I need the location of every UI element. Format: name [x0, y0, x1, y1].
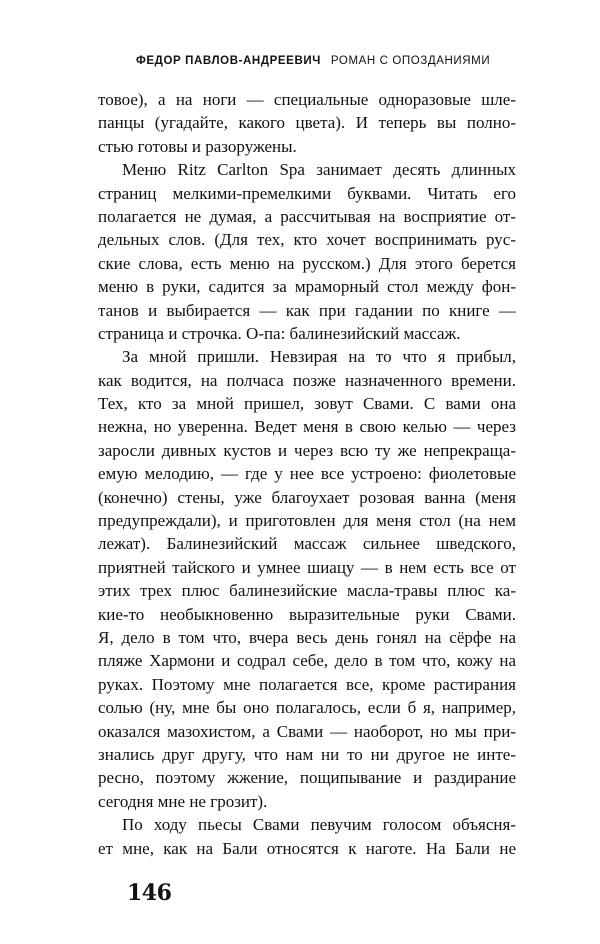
text-line: (конечно) стены, уже благоухает розовая ванна (меня	[98, 487, 516, 507]
text-line: полагается не думая, а рассчитывая на восприятие от-	[98, 206, 516, 226]
text-line: меню в руки, садится за мраморный стол между фон-	[98, 277, 516, 297]
text-line: кие-то необыкновенно выразительные руки Свами.	[98, 604, 516, 624]
text-line: дельных слов. (Для тех, кто хочет воспринимать рус-	[98, 230, 516, 250]
text-line: сегодня мне не грозит).	[98, 791, 268, 811]
body-text	[98, 88, 516, 860]
text-line: знались друг другу, что нам ни то ни другое не инте-	[98, 744, 516, 764]
text-line: Я, дело в том что, вчера весь день гонял на сёрфе на	[98, 627, 516, 647]
text-line: пляже Хармони и содрал себе, дело в том что, кожу на	[98, 651, 516, 671]
text-line: Тех, кто за мной пришел, зовут Свами. С вами она	[98, 394, 516, 414]
running-head-title: РОМАН С ОПОЗДАНИЯМИ	[330, 55, 491, 67]
text-line: солью (ну, мне бы оно полагалось, если б я, например,	[98, 698, 516, 718]
paragraph-first-line: По ходу пьесы Свами певучим голосом объясня-	[122, 815, 516, 835]
text-line: панцы (угадайте, какого цвета). И теперь вы полно-	[98, 113, 516, 133]
text-line: страница и строчка. О-па: балинезийский массаж.	[98, 323, 461, 343]
text-line: емую мелодию, — где у нее все устроено: фиолетовые	[98, 464, 516, 484]
text-line: ресно, поэтому жжение, пощипывание и раздирание	[98, 768, 516, 788]
paragraph-first-line: Меню Ritz Carlton Spa занимает десять длинных	[122, 160, 516, 180]
text-line: страниц мелкими-премелкими буквами. Читать его	[98, 183, 516, 203]
text-line: предупреждали), и приготовлен для меня стол (на нем	[98, 511, 516, 531]
text-line: ские слова, есть меню на русском.) Для этого берется	[98, 253, 516, 273]
text-line: как водится, на полчаса позже назначенного времени.	[98, 370, 516, 390]
text-line: заросли дивных кустов и через всю ту же непрекраща-	[98, 440, 516, 460]
text-line: танов и выбирается — как при гадании по книге —	[98, 300, 516, 320]
paragraph-first-line: За мной пришли. Невзирая на то что я прибыл,	[122, 347, 516, 367]
running-head	[136, 55, 490, 67]
text-line: лежат). Балинезийский массаж сильнее шведского,	[98, 534, 516, 554]
text-line: стью готовы и разоружены.	[98, 136, 297, 156]
text-line: товое), а на ноги — специальные одноразовые шле-	[98, 90, 516, 109]
running-head-author: ФЕДОР ПАВЛОВ-АНДРЕЕВИЧ	[136, 55, 321, 67]
text-line: приятней тайского и умнее шиацу — в нем есть все от	[98, 557, 516, 577]
page-number: 146	[127, 880, 172, 906]
text-line: руках. Поэтому мне полагается все, кроме растирания	[98, 674, 516, 694]
text-line: оказался мазохистом, а Свами — наоборот, но мы при-	[98, 721, 516, 741]
text-line: ет мне, как на Бали относятся к наготе. На Бали не	[98, 838, 516, 858]
text-line: нежна, но уверенна. Ведет меня в свою келью — через	[98, 417, 516, 437]
text-line: этих трех плюс балинезийские масла-травы плюс ка-	[98, 581, 516, 601]
